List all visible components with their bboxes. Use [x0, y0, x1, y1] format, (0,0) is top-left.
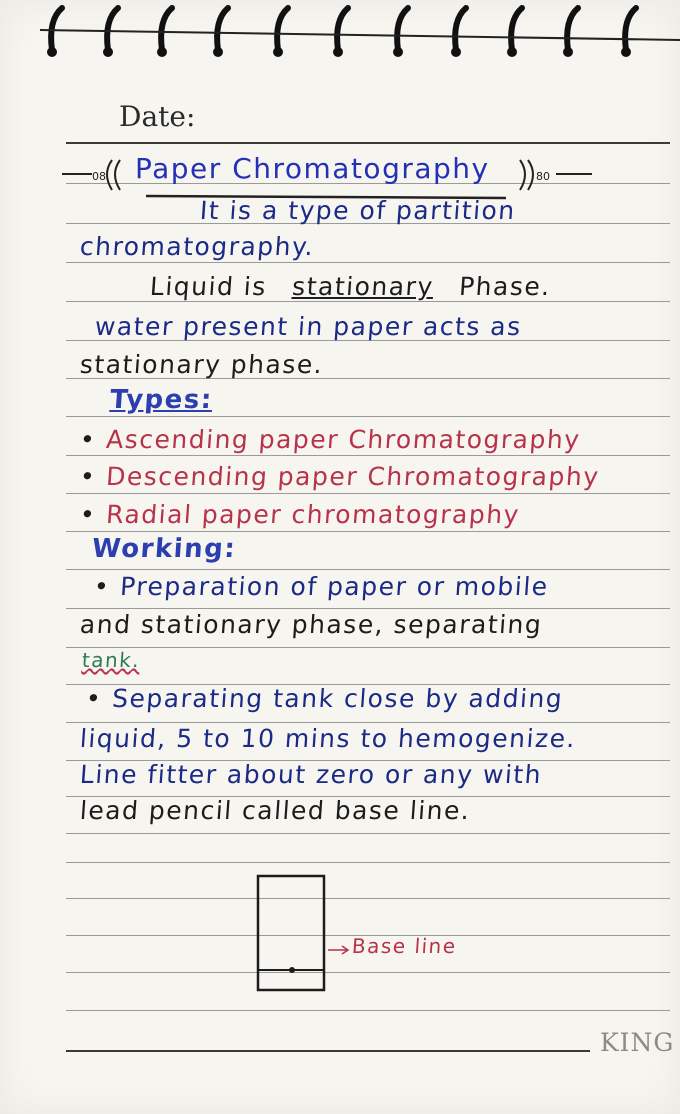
bullet-icon: • — [92, 572, 112, 601]
intro-line-highlight: stationary — [291, 272, 435, 301]
bullet-icon: • — [78, 462, 98, 491]
ruled-line — [66, 455, 670, 456]
svg-text:80: 80 — [536, 170, 550, 183]
type-item — [79, 500, 521, 529]
ruled-line — [66, 531, 670, 532]
date-label: Date: — [119, 100, 196, 133]
ruled-line — [66, 722, 670, 723]
ruled-line — [66, 262, 670, 263]
ruled-line — [66, 833, 670, 834]
intro-line: stationary phase. — [78, 350, 325, 379]
working-line: lead pencil called base line. — [78, 796, 472, 825]
ruled-line — [66, 493, 670, 494]
working-line: liquid, 5 to 10 mins to hemogenize. — [78, 724, 578, 753]
working-line — [85, 684, 564, 713]
ruled-line — [66, 1050, 590, 1052]
working-line — [93, 572, 550, 601]
type-item — [79, 462, 601, 491]
working-line: Line fitter about zero or any with — [78, 760, 544, 789]
spiral-binding — [0, 0, 680, 70]
types-heading: Types: — [108, 385, 214, 415]
ruled-line — [66, 569, 670, 570]
intro-line-suffix: Phase. — [458, 272, 552, 301]
intro-line: It is a type of partition — [198, 196, 517, 225]
page-title: Paper Chromatography — [135, 152, 490, 185]
ruled-line — [66, 142, 670, 144]
bullet-icon: • — [78, 425, 98, 454]
ruled-line — [66, 416, 670, 417]
type-item-label: Radial paper chromatography — [105, 500, 521, 529]
intro-line — [149, 272, 552, 301]
bullet-icon: • — [78, 500, 98, 529]
ruled-line — [66, 608, 670, 609]
intro-line: chromatography. — [78, 232, 316, 261]
ruled-line — [66, 647, 670, 648]
working-line: tank. — [81, 648, 142, 672]
svg-text:08: 08 — [92, 170, 106, 183]
type-item — [79, 425, 582, 454]
working-line-text: Separating tank close by adding — [111, 684, 565, 713]
working-line: and stationary phase, separating — [78, 610, 544, 639]
intro-line-prefix: Liquid is — [148, 272, 268, 301]
type-item-label: Ascending paper Chromatography — [105, 425, 582, 454]
ruled-line — [66, 301, 670, 302]
intro-line: water present in paper acts as — [93, 312, 523, 341]
bullet-icon: • — [84, 684, 104, 713]
diagram-label: Base line — [351, 934, 458, 958]
working-heading: Working: — [90, 534, 238, 564]
brand-logo: KING — [600, 1028, 675, 1057]
ruled-line — [66, 862, 670, 863]
working-line-text: Preparation of paper or mobile — [119, 572, 550, 601]
type-item-label: Descending paper Chromatography — [105, 462, 601, 491]
ruled-line — [66, 1010, 670, 1011]
